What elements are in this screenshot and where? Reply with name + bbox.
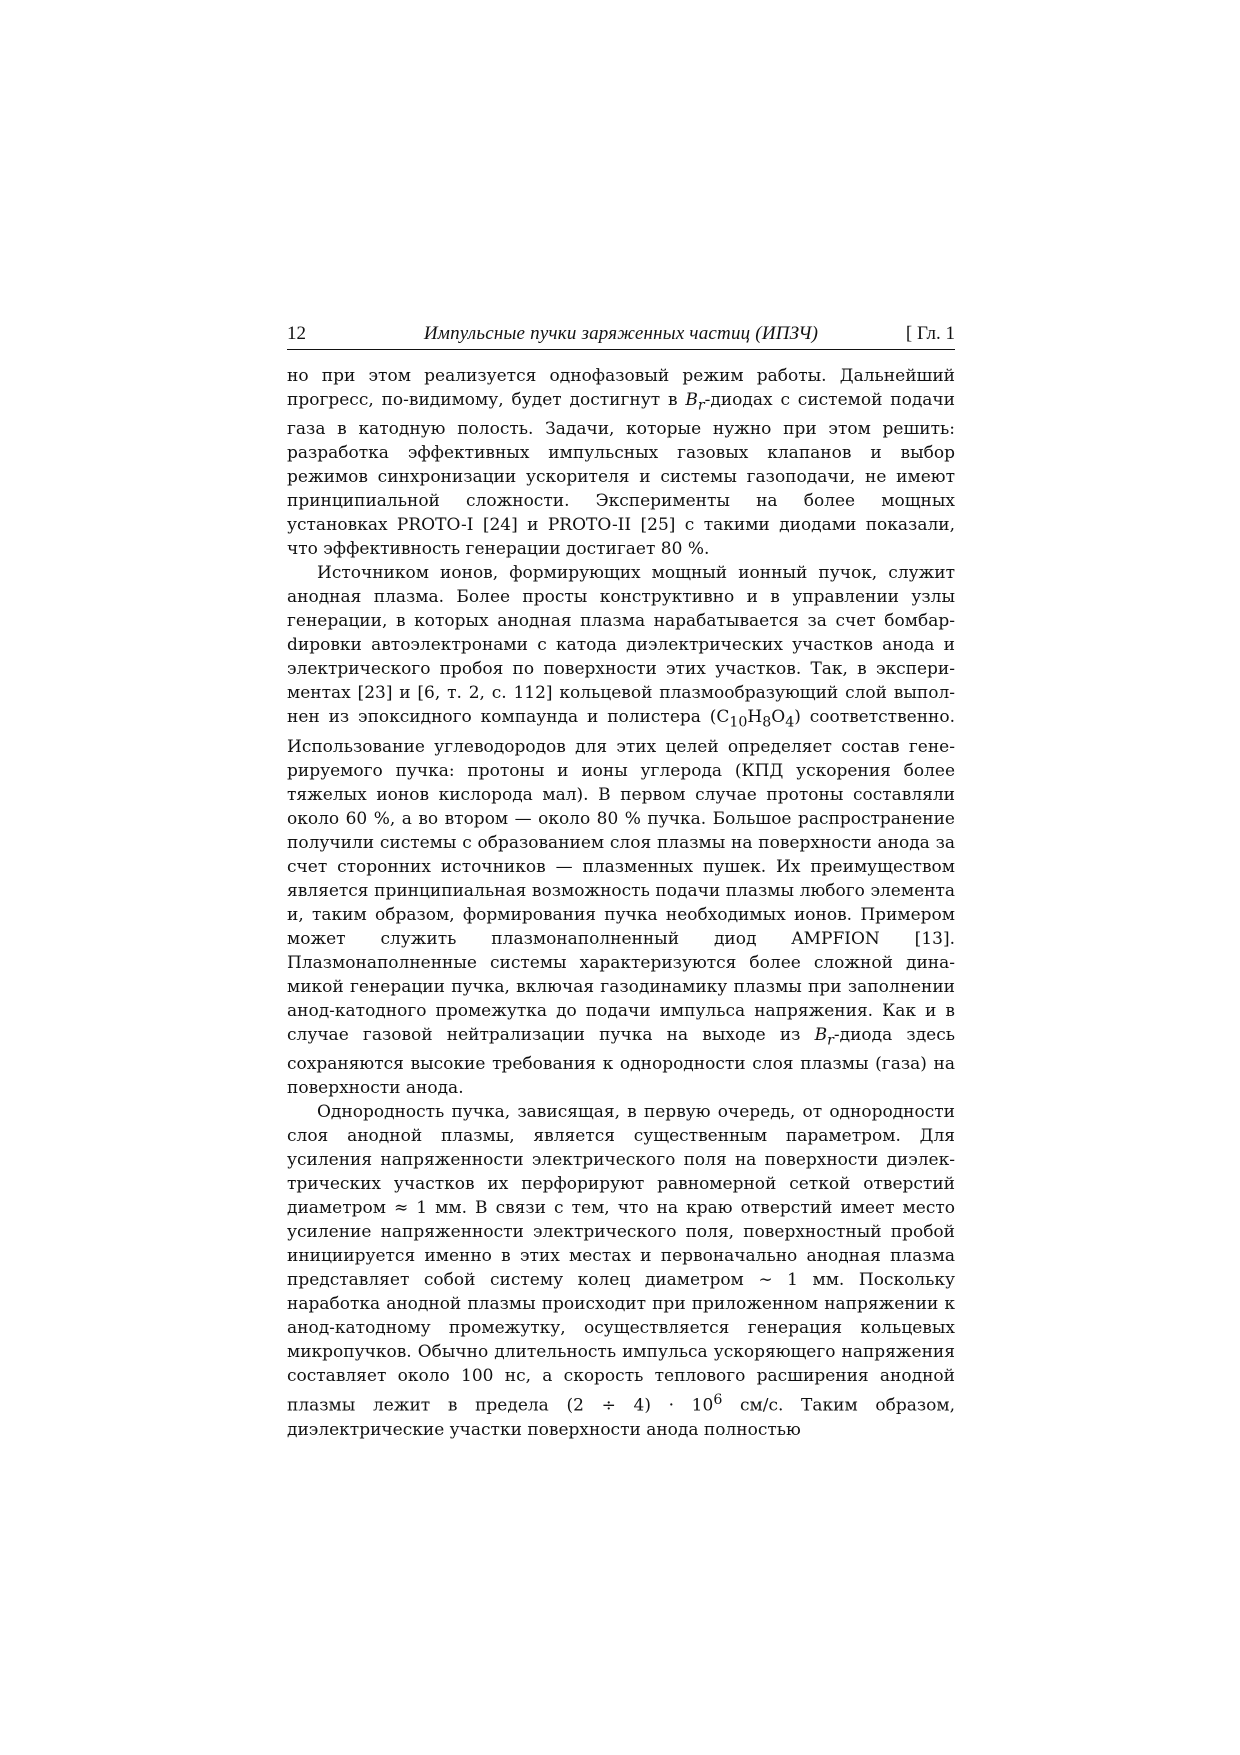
math-variable: B <box>685 390 698 410</box>
text-run: ) соответственно. Использование углеводородов для этих целей определяет состав генерируемого пучка: протоны и ионы углерода (КПД ускорения более тяжелых ионов кислорода мал). В первом случае протоны составляли около 60 %, а во втором — около 80 % пучка. Большое распространение получили системы с образованием слоя плазмы на поверхности анода за счет сторонних источников — плазменных пушек. Их преимуществом является принципиальная возможность подачи плазмы любого элемента и, таким образом, формирования пучка необходимых ионов. Примером может служить плазмонаполненный диод AMPFION [13]. Плазмонаполненные системы характеризуются более сложной динамикой генерации пучка, включая газодинамику плазмы при заполнении анод-катодного промежутка до подачи импульса напряжения. Как и в случае газовой нейтрализации пучка на выходе из <box>287 707 956 1045</box>
body-text <box>287 364 955 1442</box>
paragraph <box>287 364 955 561</box>
text-run: -диода здесь сохраняются высокие требования к однородности слоя плазмы (газа) на поверхности анода. <box>287 1024 955 1099</box>
chapter-reference: [ Гл. 1 <box>905 323 955 344</box>
text-run: H <box>747 707 763 728</box>
text-run: -диодах с системой подачи газа в катодную полость. Задачи, которые нужно при этом решить: разработка эффективных импульсных газовых клапанов и выбор режимов синхронизации ускорителя и системы газоподачи, не имеют принципиальной сложности. Эксперименты на более мощных установках PROTO-I [24] и PROTO-II [25] с такими диодами показали, что эффективность генерации достигает 80 %. <box>287 390 955 560</box>
text-run: Источником ионов, формирующих мощный ионный пучок, служит анодная плазма. Более просты конструктивно и в управлении узлы генерации, в которых анодная плазма нарабатывается за счет бомбарdировки автоэлектронами с катода диэлектрических участков анода и электрического пробоя по поверхности этих участков. Так, в экспериментах [23] и [6, т. 2, с. 112] кольцевой плазмообразующий слой выполнен из эпоксидного компаунда и полистера (C <box>287 563 955 728</box>
math-variable: B <box>814 1024 828 1045</box>
text-run: O <box>771 707 786 728</box>
page-number: 12 <box>287 323 306 344</box>
math-subscript: r <box>827 1032 834 1049</box>
superscript: 6 <box>713 1392 723 1409</box>
text-run: см/с. Таким образом, диэлектрические участки поверхности анода полностью <box>287 1395 955 1440</box>
running-title: Импульсные пучки заряженных частиц (ИПЗЧ) <box>423 323 819 344</box>
paragraph <box>287 561 955 1100</box>
subscript: 4 <box>785 714 795 731</box>
text-run: но при этом реализуется однофазовый режим работы. Дальнейший прогресс, по-видимому, будет достигнут в <box>287 366 955 410</box>
paragraph <box>287 1100 955 1442</box>
book-page <box>287 323 955 1442</box>
subscript: 8 <box>762 714 772 731</box>
math-subscript: r <box>697 397 705 414</box>
running-header <box>287 323 955 350</box>
text-run: Однородность пучка, зависящая, в первую очередь, от однородности слоя анодной плазмы, является существенным параметром. Для усиления напряженности электрического поля на поверхности диэлектрических участков их перфорируют равномерной сеткой отверстий диаметром ≈ 1 мм. В связи с тем, что на краю отверстий имеет место усиление напряженности электрического поля, поверхностный пробой инициируется именно в этих местах и первоначально анодная плазма представляет собой систему колец диаметром ∼ 1 мм. Поскольку наработка анодной плазмы происходит при приложенном напряжении к анод-катодному промежутку, осуществляется генерация кольцевых микропучков. Обычно длительность импульса ускоряющего напряжения составляет около 100 нс, а скорость теплового расширения анодной плазмы лежит в предела (2 ÷ 4) · 10 <box>287 1102 955 1416</box>
subscript: 10 <box>729 714 748 731</box>
